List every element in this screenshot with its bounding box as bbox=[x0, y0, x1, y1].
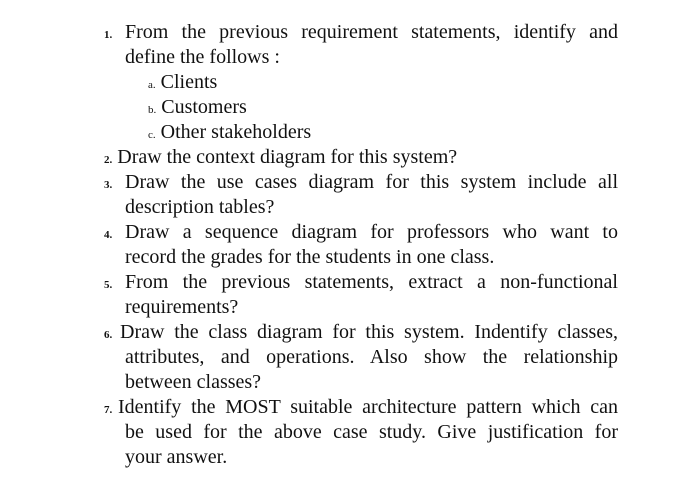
question-3-number: 3. bbox=[104, 179, 113, 191]
subitem-b-text: Customers bbox=[161, 96, 247, 118]
subitem-a-text: Clients bbox=[160, 71, 218, 93]
question-6-line-2: attributes, and operations. Also show the relationship bbox=[125, 346, 618, 368]
question-7-line-2: be used for the above case study. Give justification for bbox=[125, 421, 618, 443]
question-5-line-2: requirements? bbox=[125, 296, 239, 318]
question-4-line-2: record the grades for the students in one class. bbox=[125, 246, 495, 268]
question-3-line-1: Draw the use cases diagram for this system include all bbox=[125, 171, 618, 193]
subitem-a bbox=[148, 70, 217, 98]
question-4-number-line bbox=[104, 220, 112, 248]
question-1-number: 1. bbox=[104, 29, 113, 41]
question-6-line-3: between classes? bbox=[125, 371, 262, 393]
subitem-b-letter: b. bbox=[148, 104, 157, 116]
subitem-a-letter: a. bbox=[148, 79, 156, 91]
question-1-number-line bbox=[104, 20, 112, 48]
question-2 bbox=[104, 145, 457, 173]
subitem-b bbox=[148, 95, 247, 123]
question-7-line-1: Identify the MOST suitable architecture pattern which can bbox=[118, 396, 618, 418]
question-5-number: 5. bbox=[104, 279, 113, 291]
subitem-c bbox=[148, 120, 311, 148]
question-4-number: 4. bbox=[104, 229, 113, 241]
question-3-line-2: description tables? bbox=[125, 196, 275, 218]
question-6-number: 6. bbox=[104, 329, 113, 341]
question-7-line-3: your answer. bbox=[125, 446, 228, 468]
question-6-line-1: Draw the class diagram for this system. Indentify classes, bbox=[120, 321, 618, 343]
question-5-number-line bbox=[104, 270, 112, 298]
question-1-line-2: define the follows : bbox=[125, 46, 280, 68]
subitem-c-text: Other stakeholders bbox=[160, 121, 312, 143]
question-5-line-1: From the previous statements, extract a non-functional bbox=[125, 271, 618, 293]
question-2-number: 2. bbox=[104, 154, 113, 166]
question-1-line-1: From the previous requirement statements, identify and bbox=[125, 21, 618, 43]
subitem-c-letter: c. bbox=[148, 129, 156, 141]
question-2-line-1: Draw the context diagram for this system? bbox=[117, 146, 458, 168]
question-4-line-1: Draw a sequence diagram for professors who want to bbox=[125, 221, 618, 243]
question-7-number: 7. bbox=[104, 404, 113, 416]
question-6-number-line bbox=[104, 320, 112, 348]
question-7-number-line bbox=[104, 395, 112, 423]
question-3-number-line bbox=[104, 170, 112, 198]
